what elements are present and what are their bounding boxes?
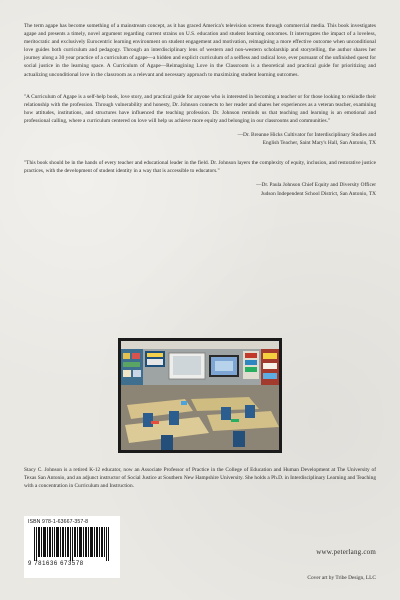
- attribution-line: —Dr. Breanne Hicks Cultivator for Interdisciplinary Studies and: [237, 132, 376, 139]
- endorsement-attribution-1: [24, 131, 376, 147]
- isbn-barcode-block: [24, 516, 120, 578]
- attribution-line: Judson Independent School District, San Antonio, TX: [260, 190, 376, 197]
- endorsement-quote-2: "This book should be in the hands of every teacher and educational leader in the field. Dr. Johnson layers the complexity of equity, inclusion, and restorative justice practices, with the development of student identity in a way that is accessible to educators.": [24, 160, 376, 175]
- cover-art-credit: Cover art by Tribe Design, LLC: [307, 575, 376, 581]
- classroom-illustration: [121, 341, 279, 450]
- barcode-digits: 9 781636 673578: [28, 561, 84, 567]
- attribution-line: —Dr. Paula Johnson Chief Equity and Diversity Officer: [256, 182, 376, 189]
- author-bio: Stacy C. Johnson is a retired K-12 educator, now an Associate Professor of Practice in the College of Education and Human Development at The University of Texas San Antonio, and an adjunct instructor of Social Justice at Southern New Hampshire University. She holds a Ph.D. in Interdisciplinary Learning and Teaching with a concentration in Curriculum and Instruction.: [24, 467, 376, 490]
- endorsement-attribution-2: [24, 181, 376, 197]
- attribution-line: English Teacher, Saint Mary's Hall, San Antonio, TX: [262, 140, 376, 147]
- isbn-number: ISBN 978-1-63667-357-8: [28, 519, 89, 525]
- book-synopsis: The term agape has become something of a mainstream concept, as it has graced America's television screens through commercial media. This book investigates agape and presents a timely, novel argument regarding current strains on U.S. education and student learning outcomes. It interrogates the impact of a loveless, meritocratic and exclusively Eurocentric learning environment on student engagement and motivation, reimagining a more effective outcome when unconditional love guides both curriculum and pedagogy. Through an interdisciplinary lens of western and non-western scholarship and storytelling, the author shares her journey along a 30 year practice of a curriculum of agape—a hidden and explicit curriculum of a selfless and radical love, ever pursuant of the unfinished quest for social justice in the learning space. A Curriculum of Agape—Reimagining Love in the Classroom is a theoretical and practical guide for prioritizing and actualizing unconditional love in the classroom as a relevant and necessary approach to maximizing student learning outcomes.: [24, 23, 376, 78]
- classroom-photo: [118, 338, 282, 453]
- publisher-website: www.peterlang.com: [316, 548, 376, 556]
- endorsement-quote-1: "A Curriculum of Agape is a self-help book, love story, and practical guide for anyone who is interested in becoming a teacher or for those looking to rekindle their relationship with the profession. Through vulnerability and honesty, Dr. Johnson connects to her reader and shares her experiences as a veteran teacher, examining how attitudes, institutions, and structures have influenced the teaching profession. Dr. Johnson reminds us that teaching and learning is an emotional and professional calling, where a curriculum centered on love will help us achieve more equity and belonging in our classrooms and communities.": [24, 93, 376, 124]
